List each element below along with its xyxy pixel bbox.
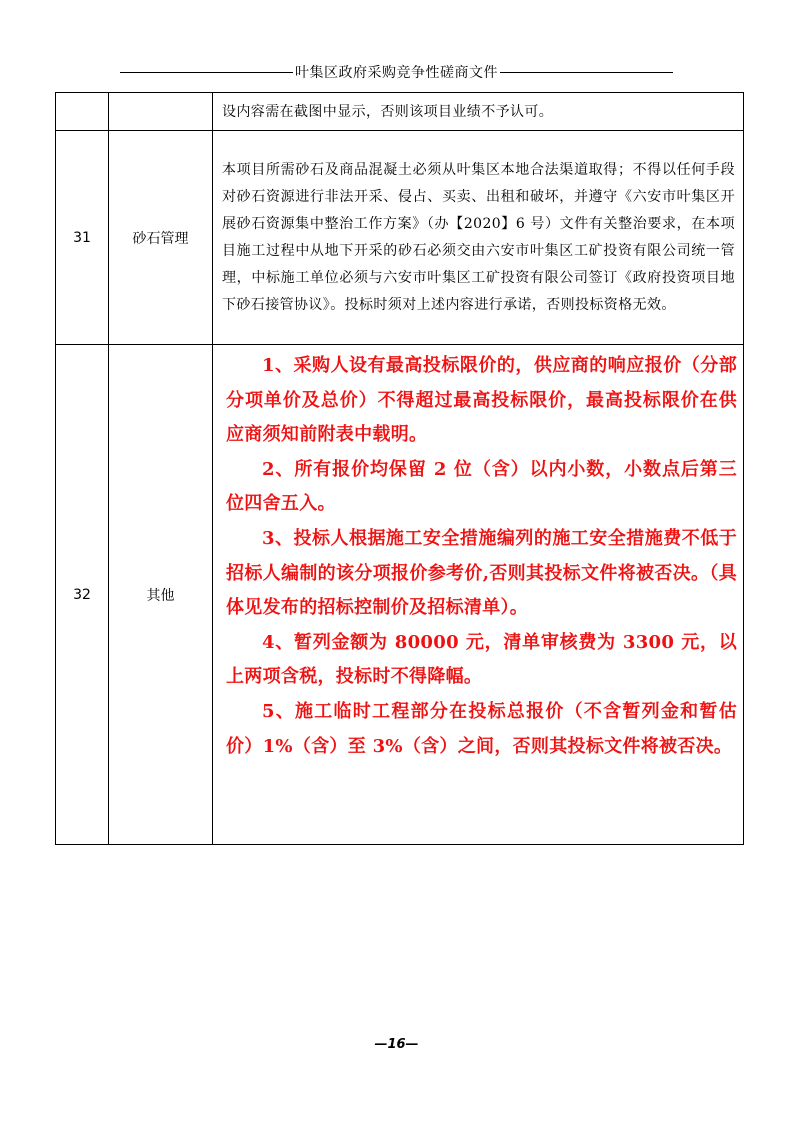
other-terms — [213, 345, 743, 772]
row-number: 32 — [56, 345, 109, 845]
row-number: 31 — [56, 131, 109, 345]
row-item-name — [109, 93, 213, 131]
row-content-cell — [213, 131, 744, 345]
term-paragraph: 2、所有报价均保留 2 位（含）以内小数，小数点后第三位四舍五入。 — [226, 458, 737, 515]
row-item-name: 砂石管理 — [109, 131, 213, 345]
term-paragraph: 5、施工临时工程部分在投标总报价（不含暂列金和暂估价）1%（含）至 3%（含）之间，否则其投标文件将被否决。 — [226, 700, 737, 757]
term-paragraph: 3、投标人根据施工安全措施编列的施工安全措施费不低于招标人编制的该分项报价参考价,否则其投标文件将被否决。（具体见发布的招标控制价及招标清单）。 — [226, 527, 737, 619]
page-header — [120, 62, 673, 82]
table-row — [56, 131, 744, 345]
table-row — [56, 345, 744, 845]
term-paragraph: 4、暂列金额为 80000 元，清单审核费为 3300 元，以上两项含税，投标时不得降幅。 — [226, 631, 737, 688]
header-rule-left — [120, 72, 293, 73]
terms-table — [55, 92, 744, 845]
row-content-cell — [213, 345, 744, 845]
page-number: —16— — [374, 1037, 419, 1052]
row-content-cell — [213, 93, 744, 131]
row-item-name: 其他 — [109, 345, 213, 845]
row-content: 本项目所需砂石及商品混凝土必须从叶集区本地合法渠道取得；不得以任何手段对砂石资源进行非法开采、侵占、买卖、出租和破坏，并遵守《六安市叶集区开展砂石资源集中整治工作方案》（办【2020】6 号）文件有关整治要求，在本项目施工过程中从地下开采的砂石必须交由六安市叶集区工矿投资有限公司统一管理，中标施工单位必须与六安市叶集区工矿投资有限公司签订《政府投资项目地下砂石接管协议》。投标时须对上述内容进行承诺，否则投标资格无效。 — [222, 161, 735, 313]
header-rule-right — [500, 72, 673, 73]
document-title: 叶集区政府采购竞争性磋商文件 — [295, 65, 498, 81]
row-number — [56, 93, 109, 131]
row-content: 设内容需在截图中显示，否则该项目业绩不予认可。 — [222, 103, 554, 120]
table-row — [56, 93, 744, 131]
term-paragraph: 1、采购人设有最高投标限价的，供应商的响应报价（分部分项单价及总价）不得超过最高投标限价，最高投标限价在供应商须知前附表中载明。 — [226, 355, 737, 446]
